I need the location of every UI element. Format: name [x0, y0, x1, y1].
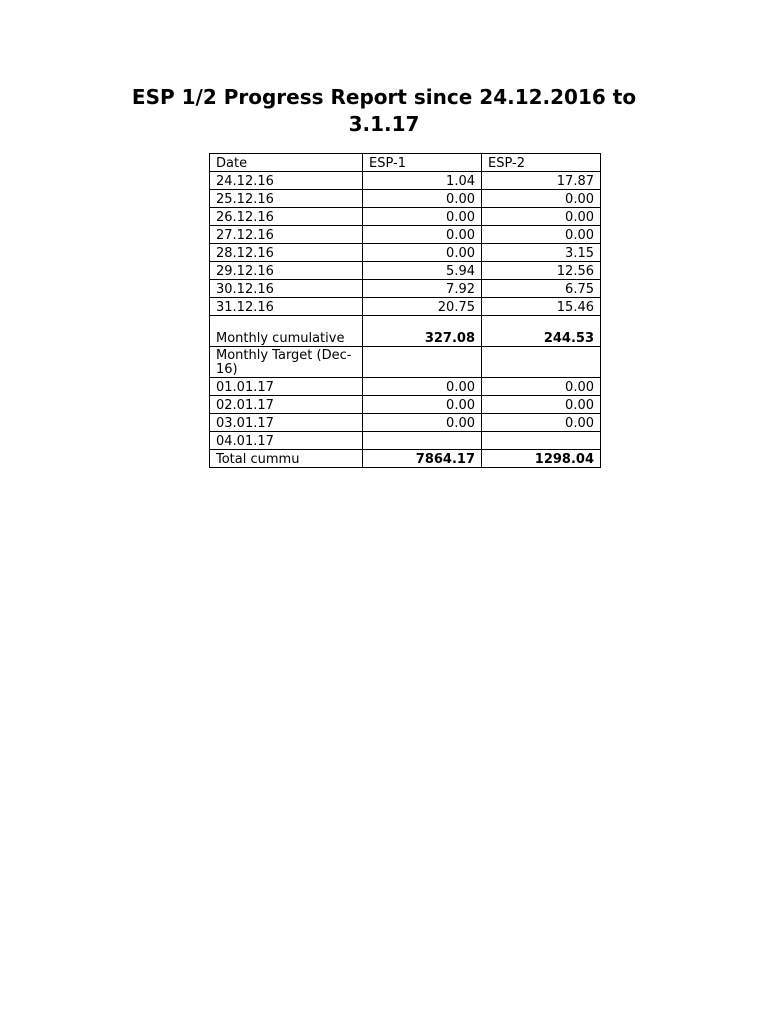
title-line-1: ESP 1/2 Progress Report since 24.12.2016 to: [131, 85, 637, 109]
row-date: 02.01.17: [210, 396, 363, 414]
row-esp2: 15.46: [482, 298, 601, 316]
row-esp2: 1298.04: [482, 450, 601, 468]
table-row: [210, 190, 601, 208]
row-esp2: 12.56: [482, 262, 601, 280]
row-date: 04.01.17: [210, 432, 363, 450]
total-row: [210, 450, 601, 468]
row-esp1: 7.92: [363, 280, 482, 298]
row-esp2: 244.53: [482, 316, 601, 347]
row-date: 01.01.17: [210, 378, 363, 396]
page-title: [84, 84, 684, 138]
row-esp1: 0.00: [363, 378, 482, 396]
table-row: [210, 396, 601, 414]
header-esp2: ESP-2: [482, 154, 601, 172]
table-row: [210, 432, 601, 450]
table-row: [210, 244, 601, 262]
row-esp2: 0.00: [482, 226, 601, 244]
row-esp1: 5.94: [363, 262, 482, 280]
header-date: Date: [210, 154, 363, 172]
row-esp1: 0.00: [363, 396, 482, 414]
row-esp2: 0.00: [482, 378, 601, 396]
row-esp2: 0.00: [482, 190, 601, 208]
table-header-row: [210, 154, 601, 172]
row-date: 26.12.16: [210, 208, 363, 226]
row-date: Total cummu: [210, 450, 363, 468]
row-date: 27.12.16: [210, 226, 363, 244]
row-esp1: 1.04: [363, 172, 482, 190]
table-row: [210, 298, 601, 316]
row-date: 30.12.16: [210, 280, 363, 298]
table-row: [210, 262, 601, 280]
row-esp2: 0.00: [482, 414, 601, 432]
row-date: 03.01.17: [210, 414, 363, 432]
row-esp2: 6.75: [482, 280, 601, 298]
row-date: Monthly cumulative: [210, 316, 363, 347]
monthly-target-row: [210, 347, 601, 378]
header-esp1: ESP-1: [363, 154, 482, 172]
title-line-2: 3.1.17: [348, 112, 420, 136]
row-date: 25.12.16: [210, 190, 363, 208]
row-esp1: 7864.17: [363, 450, 482, 468]
row-date: Monthly Target (Dec-16): [210, 347, 363, 378]
row-esp2: 0.00: [482, 208, 601, 226]
table-row: [210, 226, 601, 244]
monthly-cumulative-row: [210, 316, 601, 347]
row-esp1: 20.75: [363, 298, 482, 316]
row-date: 31.12.16: [210, 298, 363, 316]
row-esp1: 0.00: [363, 414, 482, 432]
row-esp2: 0.00: [482, 396, 601, 414]
table-row: [210, 208, 601, 226]
row-date: 28.12.16: [210, 244, 363, 262]
row-esp1: [363, 432, 482, 450]
row-date: 29.12.16: [210, 262, 363, 280]
table-row: [210, 172, 601, 190]
row-esp1: 0.00: [363, 244, 482, 262]
table-row: [210, 414, 601, 432]
table-row: [210, 378, 601, 396]
row-esp1: 0.00: [363, 226, 482, 244]
row-esp1: 0.00: [363, 190, 482, 208]
row-esp2: 3.15: [482, 244, 601, 262]
row-date: 24.12.16: [210, 172, 363, 190]
progress-table: [209, 153, 601, 468]
row-esp2: [482, 347, 601, 378]
row-esp2: [482, 432, 601, 450]
table-row: [210, 280, 601, 298]
row-esp1: [363, 347, 482, 378]
row-esp2: 17.87: [482, 172, 601, 190]
row-esp1: 327.08: [363, 316, 482, 347]
row-esp1: 0.00: [363, 208, 482, 226]
